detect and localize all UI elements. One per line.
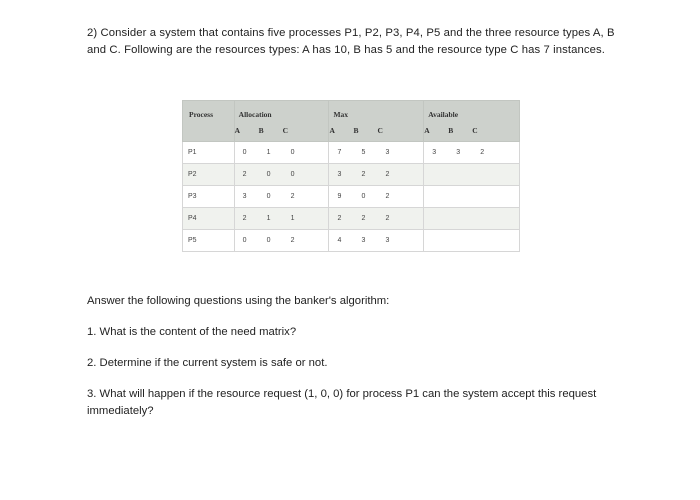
header-max-label: Max xyxy=(333,110,349,119)
table-header-row xyxy=(183,101,520,142)
available-cell xyxy=(424,186,520,208)
questions-lead: Answer the following questions using the banker's algorithm: xyxy=(87,295,390,307)
sub-header-c: C xyxy=(282,126,289,135)
value: 9 xyxy=(337,193,342,200)
sub-header-b: B xyxy=(448,126,454,135)
value: 2 xyxy=(385,193,390,200)
available-cell xyxy=(424,142,520,164)
value: 1 xyxy=(266,149,271,156)
value: 2 xyxy=(385,171,390,178)
value: 2 xyxy=(242,171,247,178)
question-2: 2. Determine if the current system is safe or not. xyxy=(87,357,328,369)
table-row xyxy=(183,142,520,164)
table-row xyxy=(183,164,520,186)
available-cell xyxy=(424,164,520,186)
value: 0 xyxy=(266,237,271,244)
allocation-cell xyxy=(234,230,329,252)
allocation-cell xyxy=(234,186,329,208)
allocation-cell xyxy=(234,208,329,230)
process-cell: P3 xyxy=(183,186,235,208)
value: 3 xyxy=(242,193,247,200)
allocation-cell xyxy=(234,164,329,186)
sub-header-c: C xyxy=(377,126,383,135)
value: 3 xyxy=(432,149,437,156)
sub-header-b: B xyxy=(258,126,264,135)
process-cell: P2 xyxy=(183,164,235,186)
value: 1 xyxy=(266,215,271,222)
value: 0 xyxy=(290,149,295,156)
value: 4 xyxy=(337,237,342,244)
value: 0 xyxy=(290,171,295,178)
header-max xyxy=(329,101,424,142)
value: 3 xyxy=(456,149,461,156)
process-cell: P5 xyxy=(183,230,235,252)
value: 0 xyxy=(242,237,247,244)
header-available xyxy=(424,101,520,142)
sub-header-c: C xyxy=(472,126,478,135)
available-cell xyxy=(424,208,520,230)
value: 7 xyxy=(337,149,342,156)
sub-header-a: A xyxy=(234,126,241,135)
value: 0 xyxy=(361,193,366,200)
sub-header-a: A xyxy=(329,126,335,135)
max-cell xyxy=(329,208,424,230)
value: 3 xyxy=(385,237,390,244)
resource-table xyxy=(182,100,520,252)
header-process-label: Process xyxy=(189,110,214,119)
value: 1 xyxy=(290,215,295,222)
table-row xyxy=(183,230,520,252)
max-cell xyxy=(329,230,424,252)
process-cell: P1 xyxy=(183,142,235,164)
max-cell xyxy=(329,164,424,186)
value: 2 xyxy=(361,171,366,178)
header-allocation-label: Allocation xyxy=(238,110,272,119)
questions-section xyxy=(87,293,617,420)
problem-line-1: 2) Consider a system that contains five processes P1, P2, P3, P4, P5 and the three resource types A, B xyxy=(87,27,615,39)
value: 0 xyxy=(242,149,247,156)
process-cell: P4 xyxy=(183,208,235,230)
value: 2 xyxy=(385,215,390,222)
value: 0 xyxy=(266,171,271,178)
table-row xyxy=(183,208,520,230)
problem-statement xyxy=(87,25,627,59)
value: 2 xyxy=(290,193,295,200)
header-process xyxy=(183,101,235,142)
allocation-cell xyxy=(234,142,329,164)
value: 2 xyxy=(242,215,247,222)
value: 2 xyxy=(480,149,485,156)
question-3-line-2: immediately? xyxy=(87,405,154,417)
value: 2 xyxy=(290,237,295,244)
value: 5 xyxy=(361,149,366,156)
max-cell xyxy=(329,186,424,208)
sub-header-b: B xyxy=(353,126,359,135)
max-cell xyxy=(329,142,424,164)
value: 3 xyxy=(337,171,342,178)
value: 0 xyxy=(266,193,271,200)
value: 3 xyxy=(385,149,390,156)
problem-line-2: and C. Following are the resources types: A has 10, B has 5 and the resource type C has 7 instances. xyxy=(87,44,606,56)
sub-header-a: A xyxy=(424,126,430,135)
value: 2 xyxy=(337,215,342,222)
header-available-label: Available xyxy=(428,110,459,119)
value: 2 xyxy=(361,215,366,222)
question-1: 1. What is the content of the need matrix? xyxy=(87,326,297,338)
table-row xyxy=(183,186,520,208)
value: 3 xyxy=(361,237,366,244)
header-allocation xyxy=(234,101,329,142)
available-cell xyxy=(424,230,520,252)
question-3-line-1: 3. What will happen if the resource request (1, 0, 0) for process P1 can the system accept this request xyxy=(87,388,597,400)
